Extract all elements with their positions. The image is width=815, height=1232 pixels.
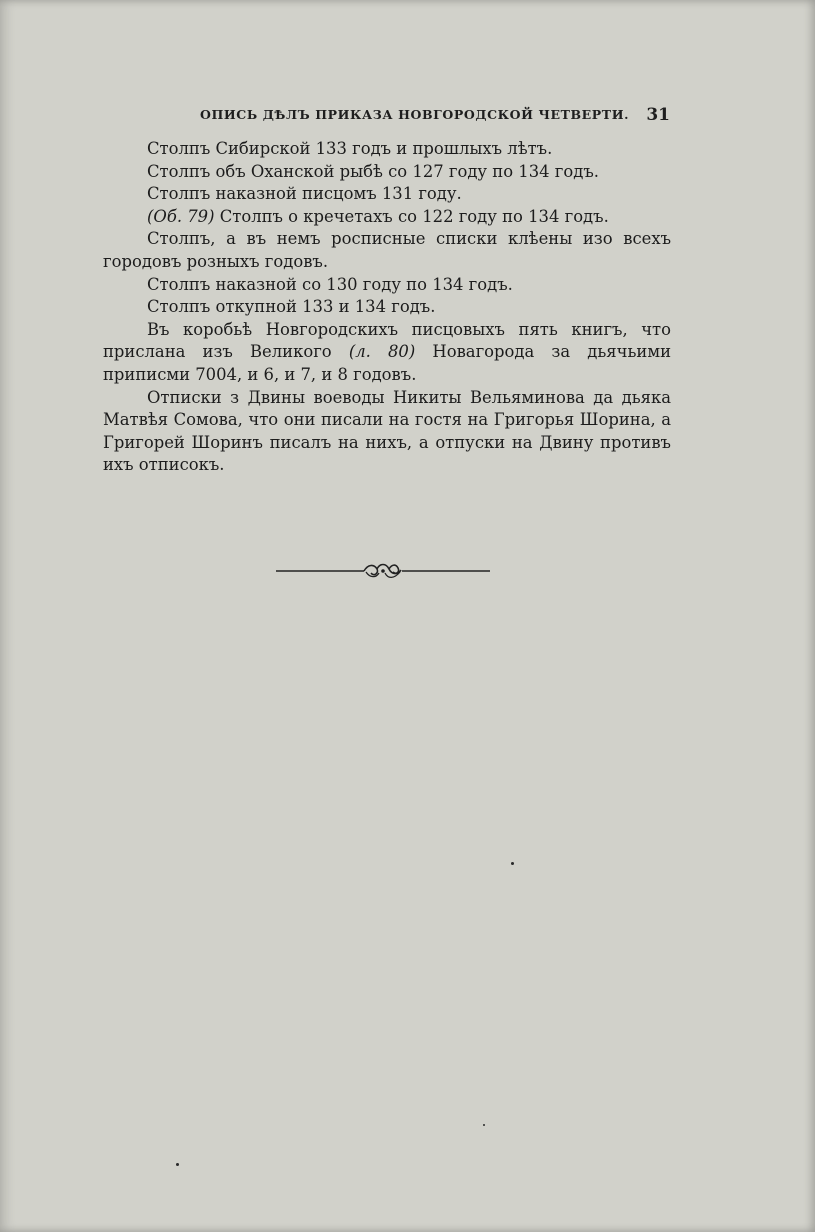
entry-9: Отписки з Двины воеводы Никиты Вельяминова да дьяка Матвѣя Сомова, что они писали на гостя на Григорья Шорина, а Григорей Шоринъ писалъ на нихъ, а отпуски на Двину противъ ихъ отписокъ. <box>103 387 671 475</box>
paper-speck <box>176 1163 179 1166</box>
entry-2: Столпъ объ Оханской рыбѣ со 127 году по 134 годъ. <box>147 161 599 181</box>
folio-reference: (Об. 79) <box>147 206 215 226</box>
page-header <box>200 105 670 127</box>
entry-8 <box>103 319 671 387</box>
paper-speck <box>511 862 514 865</box>
entry-text: Въ коробьѣ Новгородскихъ писцовыхъ пять книгъ, что прислана изъ Великого <box>103 319 671 362</box>
entry-5: Столпъ, а въ немъ росписные списки клѣены изо всехъ городовъ розныхъ годовъ. <box>103 229 671 271</box>
page-number: 31 <box>646 105 670 125</box>
entry-6: Столпъ наказной со 130 году по 134 годъ. <box>147 274 513 294</box>
entry-4 <box>103 206 671 229</box>
folio-reference: (л. 80) <box>348 342 416 362</box>
fleuron-divider-icon <box>276 558 490 584</box>
paper-speck <box>483 1124 485 1126</box>
page-body <box>103 138 671 477</box>
entry-1: Столпъ Сибирской 133 годъ и прошлыхъ лѣтъ. <box>147 139 553 158</box>
entry-text: Новагорода за дьячьими приписми 7004, и 6, и 7, и 8 годовъ. <box>103 342 671 384</box>
entry-3: Столпъ наказной писцомъ 131 году. <box>147 184 462 204</box>
entry-text: Столпъ о кречетахъ со 122 году по 134 годъ. <box>214 206 609 226</box>
entry-7: Столпъ откупной 133 и 134 годъ. <box>147 297 436 317</box>
running-title: ОПИСЬ ДѢЛЪ ПРИКАЗА НОВГОРОДСКОЙ ЧЕТВЕРТИ. <box>200 107 630 122</box>
